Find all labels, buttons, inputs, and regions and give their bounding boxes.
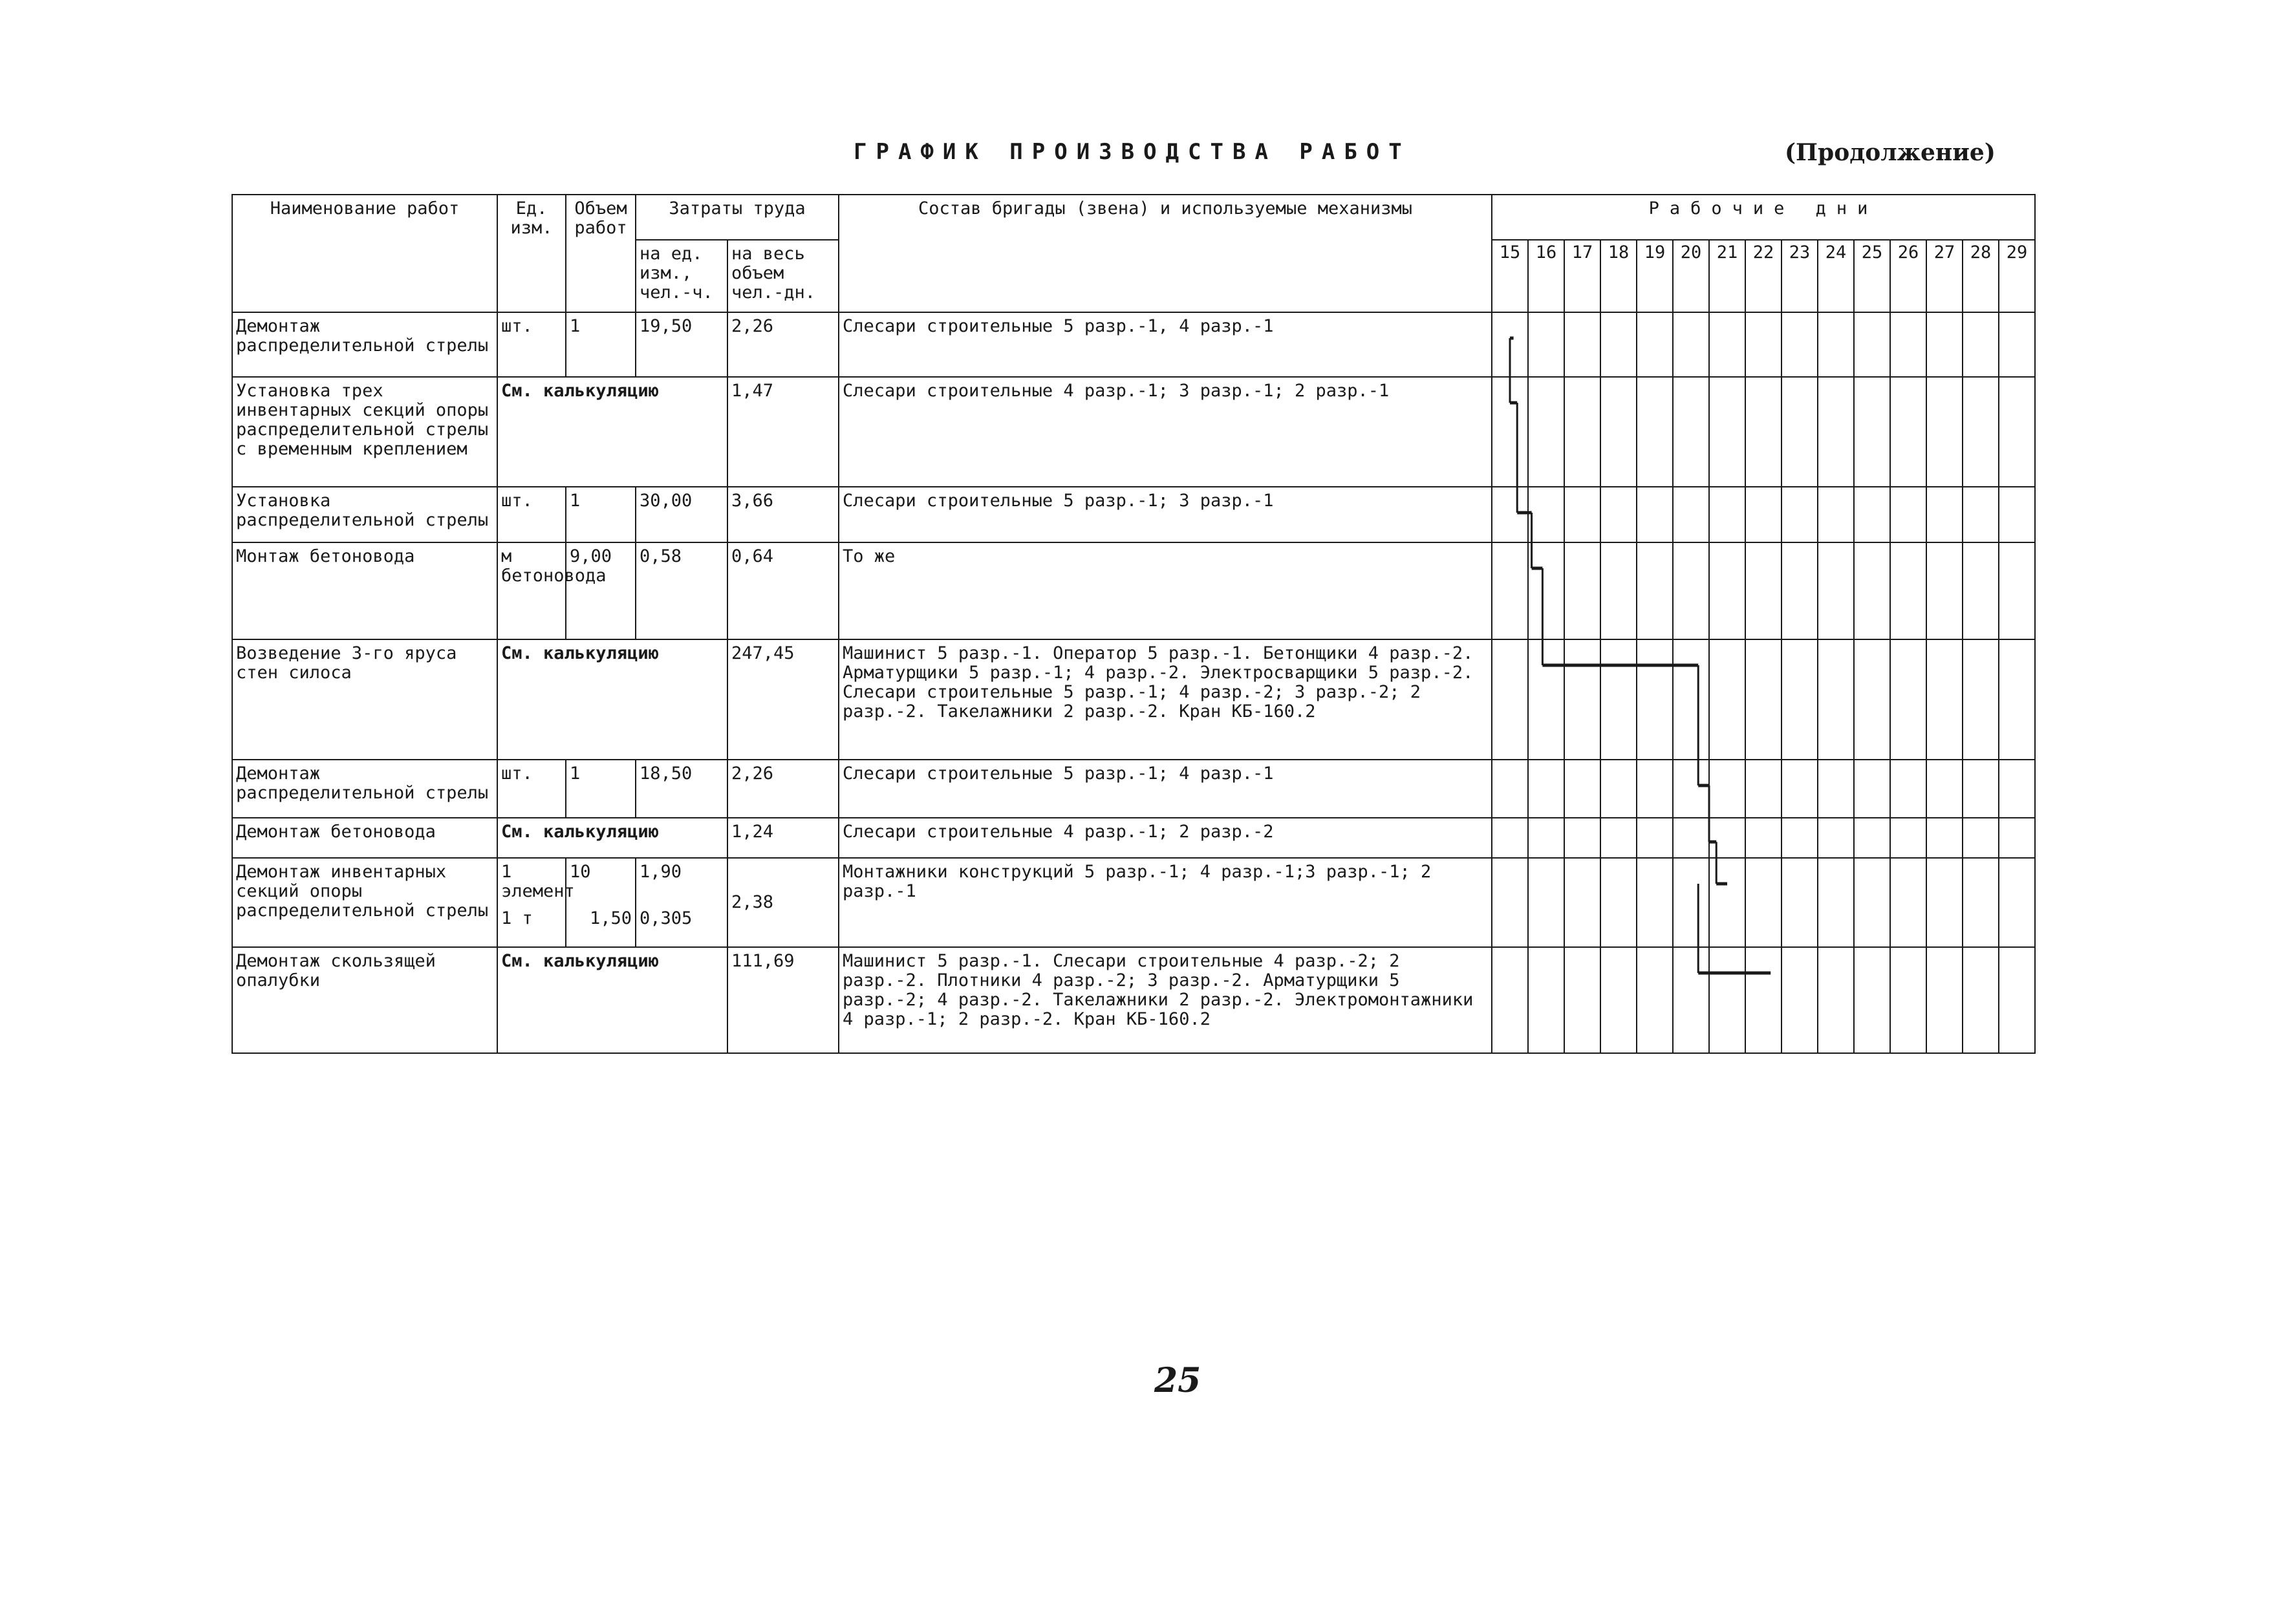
day-26: 26: [1890, 240, 1926, 312]
day-cell: [1781, 487, 1818, 542]
table-row: [232, 818, 2035, 858]
day-cell: [1564, 542, 1600, 639]
day-cell: [1673, 639, 1709, 760]
day-cell: [1999, 487, 2035, 542]
day-cell: [1963, 377, 1999, 487]
day-cell: [1781, 639, 1818, 760]
page-title: ГРАФИК ПРОИЗВОДСТВА РАБОТ: [854, 139, 1411, 165]
crew-cell: Машинист 5 разр.-1. Оператор 5 разр.-1. Бетонщики 4 разр.-2. Арматурщики 5 разр.-1; 4 разр.-2. Электросварщики 5 разр.-2. Слесари строительные 5 разр.-1; 4 разр.-2; 3 разр.-2; 2 разр.-2. Такелажники 2 разр.-2. Кран КБ-160.2: [839, 639, 1492, 760]
day-16: 16: [1528, 240, 1564, 312]
day-cell: [1492, 858, 1528, 947]
volume-cell: 1: [566, 760, 636, 818]
day-cell: [1854, 947, 1890, 1053]
crew-cell: Слесари строительные 5 разр.-1; 4 разр.-1: [839, 760, 1492, 818]
day-cell: [1745, 312, 1781, 377]
day-cell: [1854, 312, 1890, 377]
day-20: 20: [1673, 240, 1709, 312]
day-cell: [1854, 377, 1890, 487]
unit-line: 1 т: [501, 908, 533, 928]
day-cell: [1818, 947, 1854, 1053]
day-cell: [1963, 639, 1999, 760]
day-cell: [1709, 818, 1745, 858]
day-21: 21: [1709, 240, 1745, 312]
page-number: 25: [1154, 1361, 1201, 1400]
labor-per-unit-cell: 19,50: [636, 312, 727, 377]
day-cell: [1600, 377, 1637, 487]
col-header-labor-total: на весь объем чел.-дн.: [727, 240, 839, 312]
day-cell: [1492, 818, 1528, 858]
work-name: Демонтаж распределительной стрелы: [232, 312, 497, 377]
day-cell: [1492, 542, 1528, 639]
unit-volume-note: См. калькуляцию: [497, 947, 727, 1053]
day-cell: [1709, 542, 1745, 639]
day-25: 25: [1854, 240, 1890, 312]
day-cell: [1890, 487, 1926, 542]
labor-total-cell: 247,45: [727, 639, 839, 760]
day-cell: [1854, 639, 1890, 760]
work-name: Возведение 3-го яруса стен силоса: [232, 639, 497, 760]
table-row: [232, 377, 2035, 487]
day-22: 22: [1745, 240, 1781, 312]
day-cell: [1926, 312, 1963, 377]
day-18: 18: [1600, 240, 1637, 312]
continued-label: (Продолжение): [1785, 139, 1996, 166]
day-cell: [1637, 542, 1673, 639]
col-header-labor-per-unit: на ед. изм., чел.-ч.: [636, 240, 727, 312]
day-cell: [1600, 487, 1637, 542]
volume-line: 1,50: [589, 908, 632, 928]
day-cell: [1600, 947, 1637, 1053]
day-17: 17: [1564, 240, 1600, 312]
work-name: Демонтаж бетоновода: [232, 818, 497, 858]
day-cell: [1673, 312, 1709, 377]
day-cell: [1999, 858, 2035, 947]
day-cell: [1564, 858, 1600, 947]
day-cell: [1745, 858, 1781, 947]
day-cell: [1963, 947, 1999, 1053]
day-cell: [1637, 858, 1673, 947]
day-cell: [1564, 760, 1600, 818]
day-cell: [1709, 377, 1745, 487]
unit-cell: шт.: [497, 487, 566, 542]
day-cell: [1637, 818, 1673, 858]
day-cell: [1890, 947, 1926, 1053]
day-cell: [1528, 858, 1564, 947]
day-cell: [1492, 760, 1528, 818]
day-cell: [1999, 312, 2035, 377]
day-cell: [1745, 639, 1781, 760]
unit-cell: шт.: [497, 312, 566, 377]
day-cell: [1818, 312, 1854, 377]
day-cell: [1999, 639, 2035, 760]
day-cell: [1999, 947, 2035, 1053]
table-row: [232, 542, 2035, 639]
volume-line: 10: [570, 862, 591, 882]
day-cell: [1926, 377, 1963, 487]
day-cell: [1999, 377, 2035, 487]
day-27: 27: [1926, 240, 1963, 312]
day-cell: [1999, 760, 2035, 818]
day-cell: [1781, 377, 1818, 487]
col-header-labor: Затраты труда: [636, 195, 839, 240]
crew-cell: Слесари строительные 5 разр.-1; 3 разр.-1: [839, 487, 1492, 542]
labor-total-cell: 1,47: [727, 377, 839, 487]
day-cell: [1890, 312, 1926, 377]
day-cell: [1637, 639, 1673, 760]
unit-volume-note: См. калькуляцию: [497, 818, 727, 858]
day-cell: [1963, 818, 1999, 858]
table-row: [232, 312, 2035, 377]
day-cell: [1818, 487, 1854, 542]
day-cell: [1926, 487, 1963, 542]
day-cell: [1528, 760, 1564, 818]
work-name: Демонтаж скользящей опалубки: [232, 947, 497, 1053]
day-cell: [1673, 818, 1709, 858]
day-cell: [1600, 760, 1637, 818]
day-cell: [1963, 760, 1999, 818]
day-cell: [1818, 377, 1854, 487]
day-cell: [1600, 639, 1637, 760]
labor-total-cell: 0,64: [727, 542, 839, 639]
day-cell: [1999, 542, 2035, 639]
day-cell: [1781, 542, 1818, 639]
day-cell: [1673, 760, 1709, 818]
work-name: Установка распределительной стрелы: [232, 487, 497, 542]
day-cell: [1818, 818, 1854, 858]
day-cell: [1492, 377, 1528, 487]
day-cell: [1709, 639, 1745, 760]
day-cell: [1673, 487, 1709, 542]
day-cell: [1709, 947, 1745, 1053]
day-cell: [1926, 818, 1963, 858]
day-cell: [1781, 818, 1818, 858]
day-29: 29: [1999, 240, 2035, 312]
day-cell: [1745, 487, 1781, 542]
day-cell: [1528, 487, 1564, 542]
day-19: 19: [1637, 240, 1673, 312]
day-cell: [1564, 377, 1600, 487]
unit-volume-note: См. калькуляцию: [497, 639, 727, 760]
work-schedule-table: [231, 194, 2036, 1054]
work-name: Монтаж бетоновода: [232, 542, 497, 639]
day-cell: [1926, 760, 1963, 818]
day-cell: [1637, 487, 1673, 542]
labor-per-unit-cell: 30,00: [636, 487, 727, 542]
day-cell: [1637, 760, 1673, 818]
table-row: [232, 947, 2035, 1053]
day-cell: [1926, 858, 1963, 947]
day-cell: [1637, 947, 1673, 1053]
crew-cell: Слесари строительные 5 разр.-1, 4 разр.-1: [839, 312, 1492, 377]
day-cell: [1818, 639, 1854, 760]
col-header-unit: Ед. изм.: [497, 195, 566, 312]
day-cell: [1709, 858, 1745, 947]
day-cell: [1963, 542, 1999, 639]
col-header-name: Наименование работ: [232, 195, 497, 312]
day-15: 15: [1492, 240, 1528, 312]
work-name: Установка трех инвентарных секций опоры распределительной стрелы с временным креплением: [232, 377, 497, 487]
unit-line: 1 элемент: [501, 862, 575, 901]
day-cell: [1745, 377, 1781, 487]
day-cell: [1673, 377, 1709, 487]
table-row: [232, 487, 2035, 542]
table-row: [232, 858, 2035, 947]
day-23: 23: [1781, 240, 1818, 312]
day-cell: [1890, 542, 1926, 639]
labor-total-cell: 3,66: [727, 487, 839, 542]
work-name: Демонтаж инвентарных секций опоры распределительной стрелы: [232, 858, 497, 947]
day-cell: [1564, 818, 1600, 858]
labor-total-cell: 2,26: [727, 760, 839, 818]
day-cell: [1673, 858, 1709, 947]
day-cell: [1926, 947, 1963, 1053]
day-cell: [1564, 312, 1600, 377]
day-cell: [1963, 858, 1999, 947]
day-cell: [1926, 542, 1963, 639]
labor-per-unit-cell: 0,58: [636, 542, 727, 639]
day-cell: [1745, 818, 1781, 858]
day-cell: [1492, 487, 1528, 542]
labor-total-cell: 1,24: [727, 818, 839, 858]
day-cell: [1890, 760, 1926, 818]
day-cell: [1890, 858, 1926, 947]
day-cell: [1564, 947, 1600, 1053]
day-cell: [1745, 542, 1781, 639]
day-cell: [1854, 487, 1890, 542]
day-cell: [1854, 542, 1890, 639]
day-cell: [1528, 542, 1564, 639]
day-cell: [1745, 760, 1781, 818]
table-row: [232, 760, 2035, 818]
day-cell: [1637, 312, 1673, 377]
day-cell: [1890, 377, 1926, 487]
crew-cell: Монтажники конструкций 5 разр.-1; 4 разр.-1;3 разр.-1; 2 разр.-1: [839, 858, 1492, 947]
day-cell: [1781, 947, 1818, 1053]
day-cell: [1673, 542, 1709, 639]
day-cell: [1528, 312, 1564, 377]
day-24: 24: [1818, 240, 1854, 312]
col-header-days: Рабочие дни: [1492, 195, 2035, 240]
day-cell: [1890, 639, 1926, 760]
labor-total-cell: 2,26: [727, 312, 839, 377]
day-cell: [1528, 377, 1564, 487]
day-cell: [1600, 542, 1637, 639]
day-cell: [1818, 760, 1854, 818]
day-cell: [1926, 639, 1963, 760]
day-cell: [1781, 312, 1818, 377]
day-cell: [1600, 312, 1637, 377]
day-cell: [1564, 639, 1600, 760]
day-cell: [1528, 639, 1564, 760]
col-header-crew: Состав бригады (звена) и используемые механизмы: [839, 195, 1492, 312]
unit-volume-note: См. калькуляцию: [497, 377, 727, 487]
labor-per-unit-line: 0,305: [640, 908, 693, 928]
day-cell: [1709, 760, 1745, 818]
day-cell: [1492, 947, 1528, 1053]
crew-cell: Машинист 5 разр.-1. Слесари строительные 4 разр.-2; 2 разр.-2. Плотники 4 разр.-2; 3 разр.-2. Арматурщики 5 разр.-2; 4 разр.-2. Такелажники 2 разр.-2. Электромонтажники 4 разр.-1; 2 разр.-2. Кран КБ-160.2: [839, 947, 1492, 1053]
unit-cell: [497, 858, 575, 947]
labor-per-unit-cell: 18,50: [636, 760, 727, 818]
day-cell: [1492, 639, 1528, 760]
unit-cell: м бетоновода: [497, 542, 566, 639]
labor-total-cell: 2,38: [727, 858, 839, 947]
crew-cell: То же: [839, 542, 1492, 639]
day-cell: [1854, 818, 1890, 858]
day-cell: [1709, 312, 1745, 377]
labor-total-cell: 111,69: [727, 947, 839, 1053]
crew-cell: Слесари строительные 4 разр.-1; 2 разр.-2: [839, 818, 1492, 858]
day-cell: [1963, 312, 1999, 377]
day-cell: [1818, 542, 1854, 639]
day-cell: [1854, 760, 1890, 818]
day-cell: [1528, 947, 1564, 1053]
table-row: [232, 639, 2035, 760]
day-cell: [1709, 487, 1745, 542]
day-cell: [1999, 818, 2035, 858]
day-cell: [1564, 487, 1600, 542]
labor-per-unit-cell: [636, 858, 727, 947]
labor-per-unit-line: 1,90: [640, 862, 682, 882]
volume-cell: 9,00: [566, 542, 636, 639]
day-cell: [1600, 818, 1637, 858]
day-cell: [1673, 947, 1709, 1053]
day-cell: [1963, 487, 1999, 542]
day-28: 28: [1963, 240, 1999, 312]
day-cell: [1745, 947, 1781, 1053]
day-cell: [1890, 818, 1926, 858]
day-cell: [1781, 858, 1818, 947]
work-name: Демонтаж распределительной стрелы: [232, 760, 497, 818]
volume-cell: 1: [566, 487, 636, 542]
day-cell: [1854, 858, 1890, 947]
volume-cell: 1: [566, 312, 636, 377]
volume-cell: [566, 858, 636, 947]
day-cell: [1528, 818, 1564, 858]
unit-cell: шт.: [497, 760, 566, 818]
crew-cell: Слесари строительные 4 разр.-1; 3 разр.-1; 2 разр.-1: [839, 377, 1492, 487]
day-cell: [1818, 858, 1854, 947]
day-cell: [1781, 760, 1818, 818]
day-cell: [1600, 858, 1637, 947]
day-cell: [1637, 377, 1673, 487]
col-header-volume: Объем работ: [566, 195, 636, 312]
day-cell: [1492, 312, 1528, 377]
